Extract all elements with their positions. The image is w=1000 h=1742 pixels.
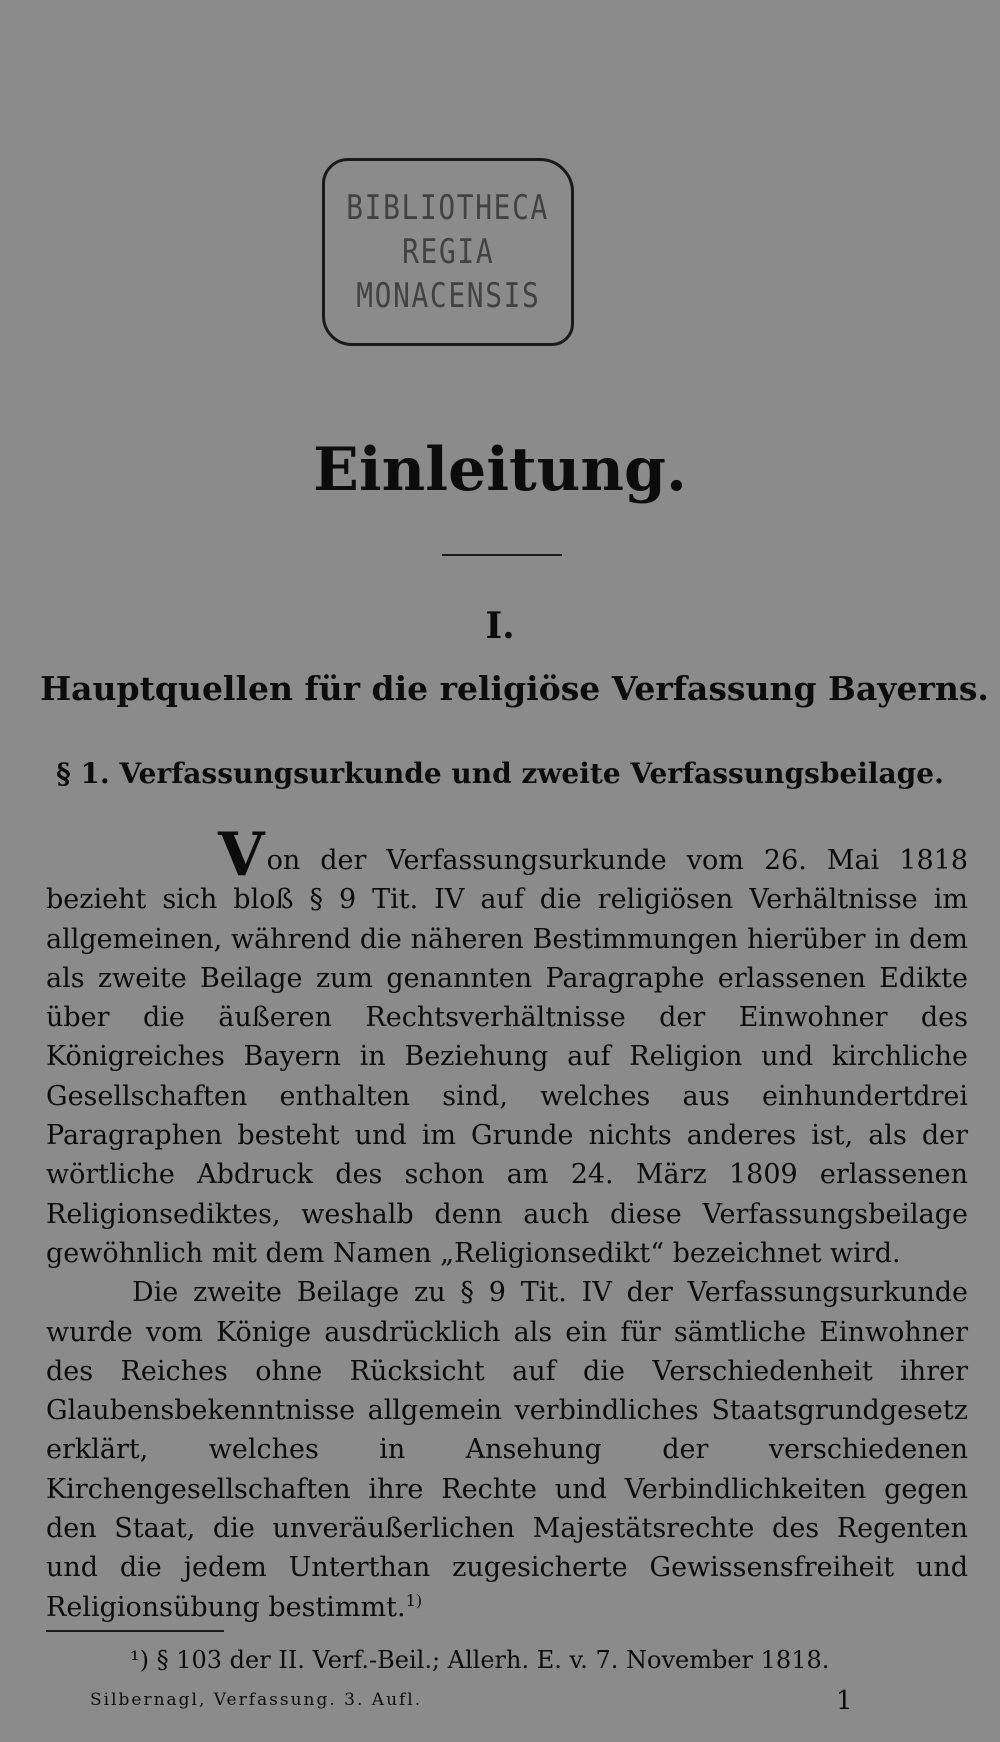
drop-initial: V <box>218 820 265 890</box>
stamp-line-1: BIBLIOTHECA <box>346 188 550 228</box>
stamp-line-3: MONACENSIS <box>355 276 541 316</box>
title-divider <box>442 554 562 556</box>
part-number: I. <box>485 605 515 647</box>
footer-signature: Silbernagl, Verfassung. 3. Aufl. <box>90 1690 423 1710</box>
body-text <box>46 820 968 1627</box>
section-heading: § 1. Verfassungsurkunde und zweite Verfassungsbeilage. <box>56 757 944 790</box>
footnote: ¹) § 103 der II. Verf.-Beil.; Allerh. E. v. 7. November 1818. <box>130 1646 830 1674</box>
stamp-line-2: REGIA <box>401 232 495 272</box>
paragraph-1 <box>46 820 968 1273</box>
page-title: Einleitung. <box>313 435 687 505</box>
part-title: Hauptquellen für die religiöse Verfassung Bayerns. <box>40 669 989 708</box>
page-number: 1 <box>836 1686 853 1716</box>
footnote-divider <box>46 1630 224 1632</box>
paragraph-1-text: on der Verfassungsurkunde vom 26. Mai 1818 bezieht sich bloß § 9 Tit. IV auf die religiösen Verhältnisse im allgemeinen, während die näheren Bestimmungen hierüber in dem als zweite Beilage zum genannten Paragraphe erlassenen Edikte über die äußeren Rechtsverhältnisse der Einwohner des Königreiches Bayern in Beziehung auf Religion und kirchliche Gesellschaften enthalten sind, welches aus einhundertdrei Paragraphen besteht und im Grunde nichts anderes ist, als der wörtliche Abdruck des schon am 24. März 1809 erlassenen Religionsediktes, weshalb denn auch diese Verfassungsbeilage gewöhnlich mit dem Namen „Religionsedikt“ bezeichnet wird. <box>46 845 968 1269</box>
footnote-marker: 1) <box>405 1590 423 1610</box>
paragraph-2-text: Die zweite Beilage zu § 9 Tit. IV der Verfassungsurkunde wurde vom Könige ausdrücklich als ein für sämtliche Einwohner des Reiches ohne Rücksicht auf die Verschiedenheit ihrer Glaubensbekenntnisse allgemein verbindliches Staatsgrundgesetz erklärt, welches in Ansehung der verschiedenen Kirchengesellschaften ihre Rechte und Verbindlichkeiten gegen den Staat, die unveräußerlichen Majestätsrechte des Regenten und die jedem Unterthan zugesicherte Gewissensfreiheit und Religionsübung bestimmt. <box>46 1277 968 1623</box>
library-stamp <box>322 158 574 346</box>
paragraph-2 <box>46 1273 968 1627</box>
